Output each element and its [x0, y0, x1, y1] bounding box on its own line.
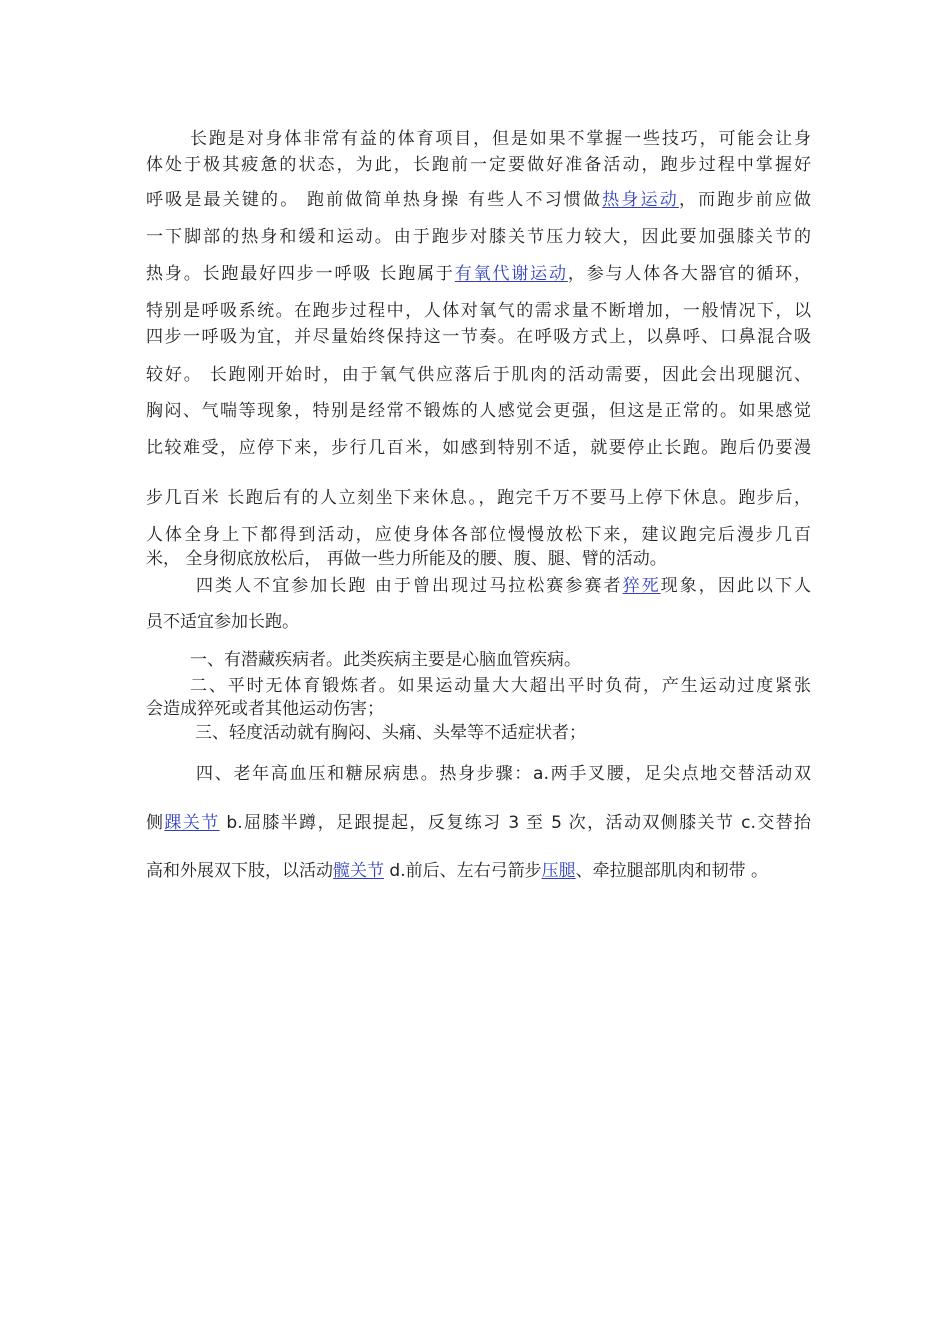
text-run: 比较难受，应停下来，步行几百米，如感到特别不适，就要停止长跑。跑后仍要漫: [146, 438, 811, 458]
text-run: 三、轻度活动就有胸闷、头痛、头晕等不适症状者；: [195, 723, 586, 743]
text-line: [146, 524, 811, 546]
text-line: [146, 675, 811, 697]
text-line: [146, 649, 811, 671]
text-line: [146, 128, 811, 150]
text-run: 3: [508, 813, 520, 833]
inline-link[interactable]: 髋关节: [333, 861, 384, 881]
text-run: 步几百米 长跑后有的人立刻坐下来休息。，跑完千万不要马上停下休息。跑步后，: [146, 488, 811, 508]
text-run: .屈膝半蹲，足跟提起，反复练习: [237, 813, 509, 833]
text-line: [146, 364, 811, 386]
text-line: [146, 575, 811, 597]
text-run: 高和外展双下肢，以活动: [146, 861, 333, 881]
text-run: 热身。长跑最好四步一呼吸 长跑属于: [146, 264, 455, 284]
text-run: a: [533, 764, 544, 784]
text-run: .交替抬: [750, 813, 811, 833]
text-line: [146, 263, 811, 285]
text-line: [146, 812, 811, 834]
text-run: 一、有潜藏疾病者。此类疾病主要是心脑血管疾病。: [190, 650, 581, 670]
text-run: 体处于极其疲惫的状态，为此，长跑前一定要做好准备活动，跑步过程中掌握好: [146, 155, 811, 175]
text-line: [146, 763, 811, 785]
text-run: .两手叉腰，足尖点地交替活动双: [543, 764, 811, 784]
text-line: [146, 722, 811, 744]
text-line: [146, 189, 811, 211]
inline-link[interactable]: 热身运动: [602, 190, 679, 210]
text-line: [146, 300, 811, 322]
text-run: 至: [519, 813, 552, 833]
text-run: 会造成猝死或者其他运动伤害；: [146, 699, 384, 719]
text-line: [146, 326, 811, 348]
text-run: 胸闷、气喘等现象，特别是经常不锻炼的人感觉会更强，但这是正常的。如果感觉: [146, 401, 811, 421]
text-run: ，参与人体各大器官的循环，: [567, 264, 811, 284]
text-run: 5: [551, 813, 562, 833]
text-run: 员不适宜参加长跑。: [146, 612, 299, 632]
text-line: [146, 548, 811, 570]
text-run: 四、老年高血压和糖尿病患。热身步骤：: [196, 764, 534, 784]
text-line: [146, 400, 811, 422]
text-run: 长跑是对身体非常有益的体育项目，但是如果不掌握一些技巧，可能会让身: [190, 129, 811, 149]
text-run: 较好。 长跑刚开始时，由于氧气供应落后于肌肉的活动需要，因此会出现腿沉、: [146, 365, 811, 385]
text-run: b: [226, 813, 238, 833]
text-line: [146, 611, 811, 633]
text-line: [146, 487, 811, 509]
text-line: [146, 860, 811, 882]
text-run: ，而跑步前应做: [678, 190, 811, 210]
text-line: [146, 226, 811, 248]
text-run: c: [741, 813, 751, 833]
text-run: 侧: [146, 813, 165, 833]
inline-link[interactable]: 压腿: [541, 861, 576, 881]
text-run: 一下脚部的热身和缓和运动。由于跑步对膝关节压力较大，因此要加强膝关节的: [146, 227, 811, 247]
inline-link[interactable]: 踝关节: [164, 813, 220, 833]
text-run: .前后、左右弓箭步: [400, 861, 542, 881]
text-line: [146, 437, 811, 459]
text-run: 米， 全身彻底放松后， 再做一些力所能及的腰、腹、腿、臂的活动。: [146, 549, 667, 569]
text-run: 呼吸是最关键的。 跑前做简单热身操 有些人不习惯做: [146, 190, 603, 210]
text-line: [146, 154, 811, 176]
inline-link[interactable]: 猝死: [622, 576, 661, 596]
text-run: 次，活动双侧膝关节: [561, 813, 742, 833]
text-line: [146, 698, 811, 720]
text-run: 现象，因此以下人: [660, 576, 811, 596]
inline-link[interactable]: 有氧代谢运动: [454, 264, 568, 284]
text-run: 人体全身上下都得到活动，应使身体各部位慢慢放松下来，建议跑完后漫步几百: [146, 525, 811, 545]
text-run: 四步一呼吸为宜，并尽量始终保持这一节奏。在呼吸方式上，以鼻呼、口鼻混合吸: [146, 327, 811, 347]
text-run: d: [389, 861, 401, 881]
text-run: 、牵拉腿部肌肉和韧带 。: [575, 861, 769, 881]
text-run: 二、平时无体育锻炼者。如果运动量大大超出平时负荷，产生运动过度紧张: [190, 676, 811, 696]
text-run: 四类人不宜参加长跑 由于曾出现过马拉松赛参赛者: [196, 576, 623, 596]
text-run: 特别是呼吸系统。在跑步过程中，人体对氧气的需求量不断增加，一般情况下，以: [146, 301, 811, 321]
